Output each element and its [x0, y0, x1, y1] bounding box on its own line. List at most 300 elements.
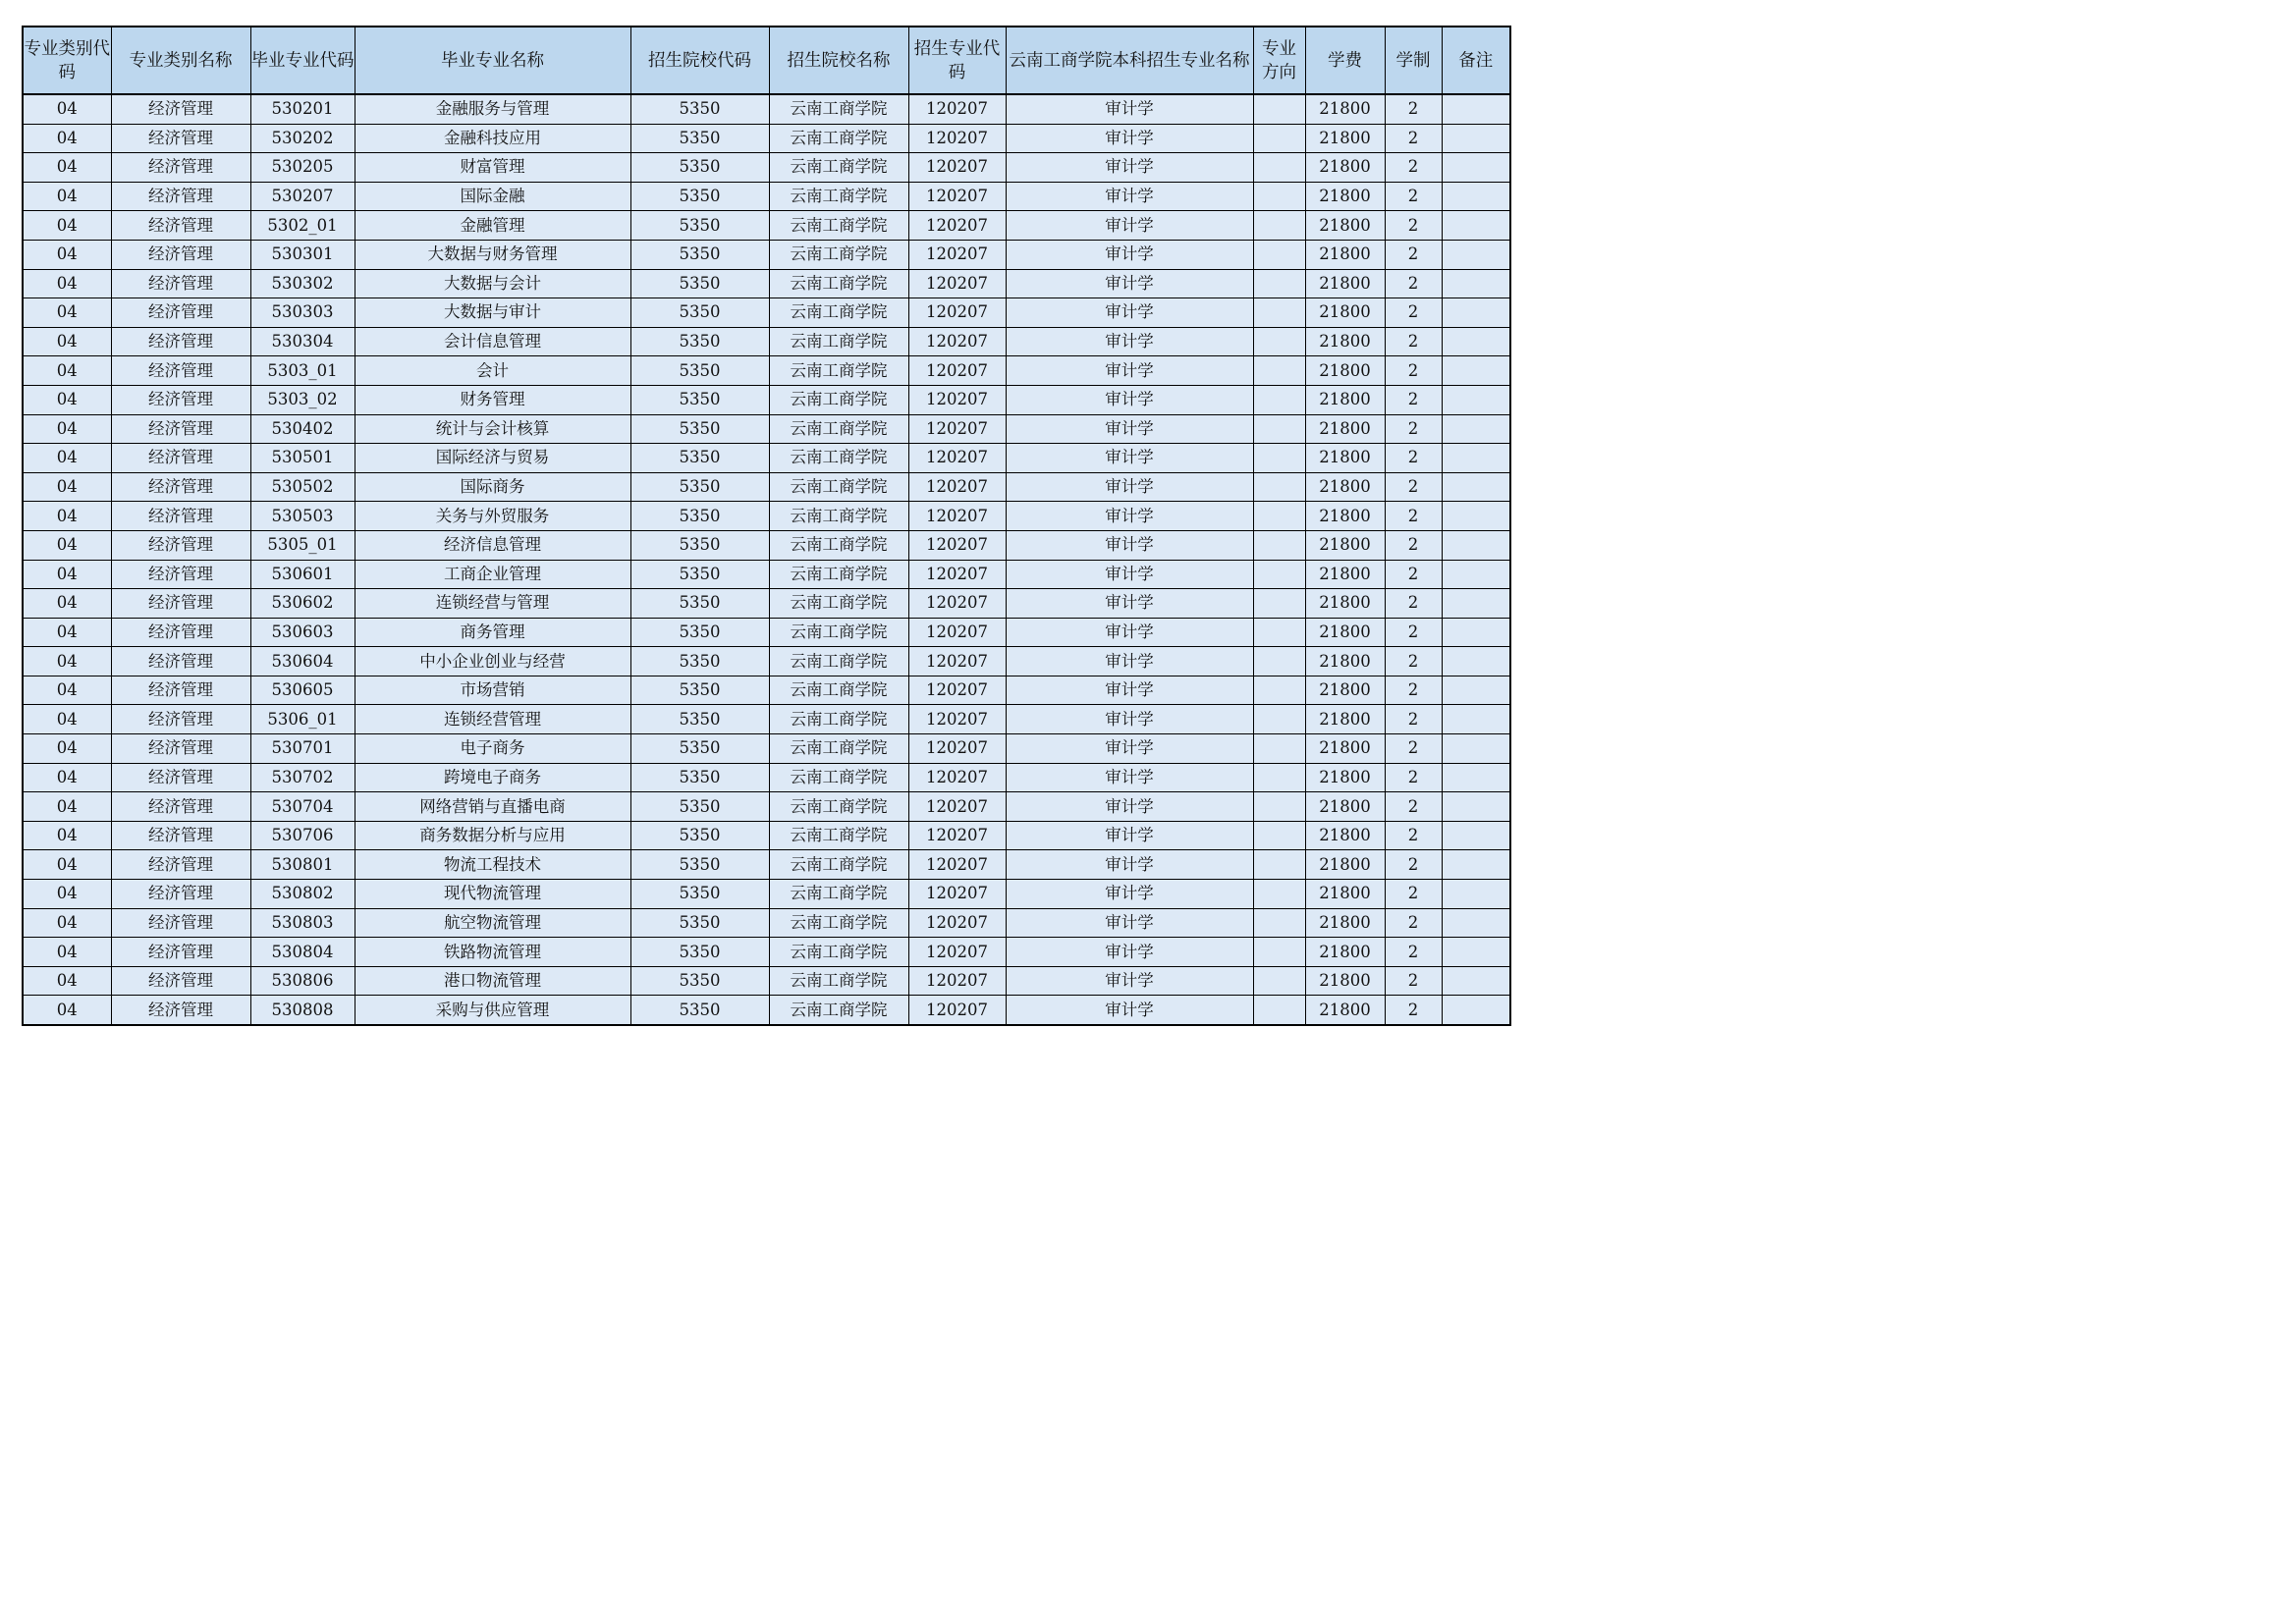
grad-major-name-cell: 跨境电子商务: [355, 763, 630, 792]
duration-cell: 2: [1385, 705, 1442, 734]
grad-major-code-cell: 530503: [250, 502, 355, 531]
duration-cell: 2: [1385, 530, 1442, 560]
grad-major-name-cell: 港口物流管理: [355, 966, 630, 996]
tuition-cell: 21800: [1305, 908, 1385, 938]
table-row: [23, 211, 1510, 241]
duration-cell: 2: [1385, 502, 1442, 531]
school-code-cell: 5350: [630, 850, 769, 880]
remarks-cell: [1442, 763, 1510, 792]
table-row: [23, 792, 1510, 822]
enroll-major-code-cell: 120207: [908, 938, 1006, 967]
grad-major-code-cell: 530302: [250, 269, 355, 298]
grad-major-name-cell: 金融科技应用: [355, 124, 630, 153]
remarks-cell: [1442, 996, 1510, 1025]
grad-major-code-cell: 530303: [250, 298, 355, 328]
grad-major-name-cell: 金融管理: [355, 211, 630, 241]
school-code-cell: 5350: [630, 182, 769, 211]
remarks-cell: [1442, 676, 1510, 705]
table-row: [23, 676, 1510, 705]
major-direction-cell: [1253, 414, 1305, 444]
category-name-cell: 经济管理: [111, 298, 250, 328]
major-direction-cell: [1253, 560, 1305, 589]
school-name-cell: 云南工商学院: [769, 269, 908, 298]
duration-cell: 2: [1385, 676, 1442, 705]
school-code-cell: 5350: [630, 560, 769, 589]
school-code-cell: 5350: [630, 996, 769, 1025]
tuition-cell: 21800: [1305, 385, 1385, 414]
grad-major-name-cell: 连锁经营与管理: [355, 589, 630, 619]
grad-major-code-cell: 5306_01: [250, 705, 355, 734]
category-name-cell: 经济管理: [111, 182, 250, 211]
duration-cell: 2: [1385, 908, 1442, 938]
category-name-cell: 经济管理: [111, 966, 250, 996]
tuition-cell: 21800: [1305, 618, 1385, 647]
enroll-major-code-cell: 120207: [908, 734, 1006, 764]
enroll-major-name-cell: 审计学: [1006, 356, 1253, 386]
enroll-major-name-cell: 审计学: [1006, 850, 1253, 880]
major-direction-cell: [1253, 327, 1305, 356]
remarks-cell: [1442, 908, 1510, 938]
table-header: [23, 27, 1510, 94]
category-code-cell: 04: [23, 298, 111, 328]
school-name-cell: 云南工商学院: [769, 153, 908, 183]
tuition-cell: 21800: [1305, 472, 1385, 502]
school-code-cell: 5350: [630, 327, 769, 356]
school-code-cell: 5350: [630, 356, 769, 386]
category-name-cell: 经济管理: [111, 589, 250, 619]
school-code-cell: 5350: [630, 618, 769, 647]
remarks-cell: [1442, 298, 1510, 328]
category-code-cell: 04: [23, 124, 111, 153]
table-row: [23, 996, 1510, 1025]
grad-major-code-cell: 530605: [250, 676, 355, 705]
remarks-cell: [1442, 385, 1510, 414]
enroll-major-code-cell: 120207: [908, 530, 1006, 560]
table-row: [23, 763, 1510, 792]
school-name-cell: 云南工商学院: [769, 560, 908, 589]
table-row: [23, 414, 1510, 444]
duration-cell: 2: [1385, 734, 1442, 764]
enroll-major-code-cell: 120207: [908, 618, 1006, 647]
category-code-cell: 04: [23, 153, 111, 183]
enroll-major-name-cell: 审计学: [1006, 385, 1253, 414]
table-row: [23, 880, 1510, 909]
enroll-major-code-cell: 120207: [908, 240, 1006, 269]
major-direction-cell: [1253, 880, 1305, 909]
remarks-cell: [1442, 705, 1510, 734]
enroll-major-code-cell: 120207: [908, 502, 1006, 531]
enroll-major-code-cell: 120207: [908, 880, 1006, 909]
duration-cell: 2: [1385, 647, 1442, 676]
grad-major-code-cell: 530604: [250, 647, 355, 676]
enroll-major-code-cell: 120207: [908, 908, 1006, 938]
school-name-cell: 云南工商学院: [769, 880, 908, 909]
major-direction-cell: [1253, 153, 1305, 183]
remarks-cell: [1442, 327, 1510, 356]
enroll-major-name-cell: 审计学: [1006, 414, 1253, 444]
grad-major-code-cell: 530701: [250, 734, 355, 764]
header-category-code: 专业类别代码: [23, 27, 111, 94]
grad-major-name-cell: 统计与会计核算: [355, 414, 630, 444]
duration-cell: 2: [1385, 618, 1442, 647]
school-name-cell: 云南工商学院: [769, 182, 908, 211]
grad-major-code-cell: 530402: [250, 414, 355, 444]
enroll-major-name-cell: 审计学: [1006, 676, 1253, 705]
category-name-cell: 经济管理: [111, 850, 250, 880]
school-name-cell: 云南工商学院: [769, 211, 908, 241]
table-row: [23, 182, 1510, 211]
header-row: [23, 27, 1510, 94]
duration-cell: 2: [1385, 880, 1442, 909]
enroll-major-name-cell: 审计学: [1006, 792, 1253, 822]
school-name-cell: 云南工商学院: [769, 821, 908, 850]
enroll-major-code-cell: 120207: [908, 444, 1006, 473]
school-name-cell: 云南工商学院: [769, 502, 908, 531]
grad-major-name-cell: 商务数据分析与应用: [355, 821, 630, 850]
school-name-cell: 云南工商学院: [769, 966, 908, 996]
table-row: [23, 530, 1510, 560]
school-code-cell: 5350: [630, 298, 769, 328]
table-row: [23, 502, 1510, 531]
table-row: [23, 705, 1510, 734]
major-direction-cell: [1253, 444, 1305, 473]
category-name-cell: 经济管理: [111, 647, 250, 676]
category-code-cell: 04: [23, 996, 111, 1025]
duration-cell: 2: [1385, 182, 1442, 211]
table-row: [23, 618, 1510, 647]
table-row: [23, 385, 1510, 414]
table-row: [23, 153, 1510, 183]
enroll-major-name-cell: 审计学: [1006, 211, 1253, 241]
school-name-cell: 云南工商学院: [769, 472, 908, 502]
grad-major-code-cell: 530704: [250, 792, 355, 822]
category-name-cell: 经济管理: [111, 792, 250, 822]
category-code-cell: 04: [23, 618, 111, 647]
grad-major-name-cell: 网络营销与直播电商: [355, 792, 630, 822]
category-code-cell: 04: [23, 850, 111, 880]
grad-major-code-cell: 530803: [250, 908, 355, 938]
table-row: [23, 589, 1510, 619]
remarks-cell: [1442, 560, 1510, 589]
header-tuition: 学费: [1305, 27, 1385, 94]
school-code-cell: 5350: [630, 705, 769, 734]
table-row: [23, 966, 1510, 996]
duration-cell: 2: [1385, 327, 1442, 356]
grad-major-name-cell: 会计: [355, 356, 630, 386]
remarks-cell: [1442, 414, 1510, 444]
school-name-cell: 云南工商学院: [769, 792, 908, 822]
category-code-cell: 04: [23, 560, 111, 589]
tuition-cell: 21800: [1305, 560, 1385, 589]
grad-major-name-cell: 工商企业管理: [355, 560, 630, 589]
category-name-cell: 经济管理: [111, 530, 250, 560]
tuition-cell: 21800: [1305, 240, 1385, 269]
category-code-cell: 04: [23, 269, 111, 298]
school-name-cell: 云南工商学院: [769, 356, 908, 386]
enroll-major-code-cell: 120207: [908, 182, 1006, 211]
tuition-cell: 21800: [1305, 153, 1385, 183]
remarks-cell: [1442, 211, 1510, 241]
remarks-cell: [1442, 938, 1510, 967]
major-direction-cell: [1253, 647, 1305, 676]
table-row: [23, 124, 1510, 153]
enroll-major-code-cell: 120207: [908, 94, 1006, 124]
table-row: [23, 298, 1510, 328]
header-category-name: 专业类别名称: [111, 27, 250, 94]
duration-cell: 2: [1385, 269, 1442, 298]
category-code-cell: 04: [23, 792, 111, 822]
tuition-cell: 21800: [1305, 734, 1385, 764]
major-direction-cell: [1253, 530, 1305, 560]
school-code-cell: 5350: [630, 938, 769, 967]
category-code-cell: 04: [23, 530, 111, 560]
school-code-cell: 5350: [630, 502, 769, 531]
table-row: [23, 938, 1510, 967]
enroll-major-code-cell: 120207: [908, 763, 1006, 792]
grad-major-code-cell: 530601: [250, 560, 355, 589]
grad-major-code-cell: 530702: [250, 763, 355, 792]
header-school-name: 招生院校名称: [769, 27, 908, 94]
tuition-cell: 21800: [1305, 356, 1385, 386]
header-grad-major-name: 毕业专业名称: [355, 27, 630, 94]
enroll-major-code-cell: 120207: [908, 385, 1006, 414]
remarks-cell: [1442, 240, 1510, 269]
header-enroll-major-name: 云南工商学院本科招生专业名称: [1006, 27, 1253, 94]
remarks-cell: [1442, 356, 1510, 386]
enroll-major-name-cell: 审计学: [1006, 240, 1253, 269]
grad-major-name-cell: 连锁经营管理: [355, 705, 630, 734]
grad-major-name-cell: 大数据与财务管理: [355, 240, 630, 269]
remarks-cell: [1442, 444, 1510, 473]
tuition-cell: 21800: [1305, 327, 1385, 356]
category-code-cell: 04: [23, 94, 111, 124]
enroll-major-name-cell: 审计学: [1006, 502, 1253, 531]
table-row: [23, 647, 1510, 676]
category-code-cell: 04: [23, 647, 111, 676]
enroll-major-code-cell: 120207: [908, 705, 1006, 734]
grad-major-name-cell: 采购与供应管理: [355, 996, 630, 1025]
duration-cell: 2: [1385, 938, 1442, 967]
category-name-cell: 经济管理: [111, 211, 250, 241]
grad-major-code-cell: 5303_02: [250, 385, 355, 414]
school-code-cell: 5350: [630, 444, 769, 473]
tuition-cell: 21800: [1305, 821, 1385, 850]
enroll-major-code-cell: 120207: [908, 298, 1006, 328]
enroll-major-name-cell: 审计学: [1006, 938, 1253, 967]
header-school-code: 招生院校代码: [630, 27, 769, 94]
grad-major-name-cell: 关务与外贸服务: [355, 502, 630, 531]
category-name-cell: 经济管理: [111, 502, 250, 531]
school-code-cell: 5350: [630, 763, 769, 792]
tuition-cell: 21800: [1305, 182, 1385, 211]
enroll-major-name-cell: 审计学: [1006, 124, 1253, 153]
header-grad-major-code: 毕业专业代码: [250, 27, 355, 94]
category-code-cell: 04: [23, 734, 111, 764]
enrollment-table: [22, 26, 1511, 1026]
school-code-cell: 5350: [630, 94, 769, 124]
school-code-cell: 5350: [630, 821, 769, 850]
school-code-cell: 5350: [630, 414, 769, 444]
school-name-cell: 云南工商学院: [769, 444, 908, 473]
enroll-major-code-cell: 120207: [908, 472, 1006, 502]
enroll-major-name-cell: 审计学: [1006, 472, 1253, 502]
category-name-cell: 经济管理: [111, 763, 250, 792]
grad-major-code-cell: 530806: [250, 966, 355, 996]
enroll-major-name-cell: 审计学: [1006, 182, 1253, 211]
enroll-major-name-cell: 审计学: [1006, 530, 1253, 560]
enroll-major-code-cell: 120207: [908, 269, 1006, 298]
grad-major-code-cell: 5302_01: [250, 211, 355, 241]
table-row: [23, 327, 1510, 356]
tuition-cell: 21800: [1305, 124, 1385, 153]
school-code-cell: 5350: [630, 269, 769, 298]
duration-cell: 2: [1385, 385, 1442, 414]
category-code-cell: 04: [23, 444, 111, 473]
enroll-major-code-cell: 120207: [908, 966, 1006, 996]
duration-cell: 2: [1385, 850, 1442, 880]
school-name-cell: 云南工商学院: [769, 618, 908, 647]
remarks-cell: [1442, 880, 1510, 909]
school-name-cell: 云南工商学院: [769, 94, 908, 124]
category-name-cell: 经济管理: [111, 153, 250, 183]
category-name-cell: 经济管理: [111, 880, 250, 909]
school-name-cell: 云南工商学院: [769, 298, 908, 328]
category-name-cell: 经济管理: [111, 327, 250, 356]
school-code-cell: 5350: [630, 153, 769, 183]
school-name-cell: 云南工商学院: [769, 385, 908, 414]
school-name-cell: 云南工商学院: [769, 996, 908, 1025]
remarks-cell: [1442, 472, 1510, 502]
enroll-major-code-cell: 120207: [908, 821, 1006, 850]
grad-major-code-cell: 530802: [250, 880, 355, 909]
grad-major-name-cell: 航空物流管理: [355, 908, 630, 938]
category-code-cell: 04: [23, 589, 111, 619]
tuition-cell: 21800: [1305, 850, 1385, 880]
table-row: [23, 94, 1510, 124]
remarks-cell: [1442, 589, 1510, 619]
enroll-major-code-cell: 120207: [908, 414, 1006, 444]
enroll-major-code-cell: 120207: [908, 676, 1006, 705]
table-row: [23, 821, 1510, 850]
category-code-cell: 04: [23, 908, 111, 938]
enroll-major-name-cell: 审计学: [1006, 560, 1253, 589]
category-name-cell: 经济管理: [111, 94, 250, 124]
duration-cell: 2: [1385, 792, 1442, 822]
tuition-cell: 21800: [1305, 705, 1385, 734]
major-direction-cell: [1253, 589, 1305, 619]
duration-cell: 2: [1385, 356, 1442, 386]
remarks-cell: [1442, 850, 1510, 880]
remarks-cell: [1442, 153, 1510, 183]
enroll-major-name-cell: 审计学: [1006, 996, 1253, 1025]
remarks-cell: [1442, 94, 1510, 124]
duration-cell: 2: [1385, 821, 1442, 850]
tuition-cell: 21800: [1305, 414, 1385, 444]
category-name-cell: 经济管理: [111, 240, 250, 269]
grad-major-code-cell: 530502: [250, 472, 355, 502]
enroll-major-name-cell: 审计学: [1006, 705, 1253, 734]
category-name-cell: 经济管理: [111, 124, 250, 153]
tuition-cell: 21800: [1305, 269, 1385, 298]
remarks-cell: [1442, 792, 1510, 822]
remarks-cell: [1442, 502, 1510, 531]
school-code-cell: 5350: [630, 792, 769, 822]
table-row: [23, 472, 1510, 502]
school-name-cell: 云南工商学院: [769, 908, 908, 938]
enroll-major-name-cell: 审计学: [1006, 880, 1253, 909]
tuition-cell: 21800: [1305, 502, 1385, 531]
enroll-major-name-cell: 审计学: [1006, 269, 1253, 298]
category-name-cell: 经济管理: [111, 676, 250, 705]
table-row: [23, 444, 1510, 473]
enroll-major-code-cell: 120207: [908, 356, 1006, 386]
major-direction-cell: [1253, 850, 1305, 880]
school-code-cell: 5350: [630, 676, 769, 705]
category-name-cell: 经济管理: [111, 560, 250, 589]
grad-major-name-cell: 铁路物流管理: [355, 938, 630, 967]
enroll-major-name-cell: 审计学: [1006, 763, 1253, 792]
grad-major-name-cell: 金融服务与管理: [355, 94, 630, 124]
table-row: [23, 356, 1510, 386]
tuition-cell: 21800: [1305, 676, 1385, 705]
grad-major-name-cell: 财富管理: [355, 153, 630, 183]
remarks-cell: [1442, 269, 1510, 298]
grad-major-name-cell: 中小企业创业与经营: [355, 647, 630, 676]
tuition-cell: 21800: [1305, 996, 1385, 1025]
enroll-major-code-cell: 120207: [908, 996, 1006, 1025]
category-code-cell: 04: [23, 502, 111, 531]
school-code-cell: 5350: [630, 124, 769, 153]
major-direction-cell: [1253, 298, 1305, 328]
remarks-cell: [1442, 821, 1510, 850]
major-direction-cell: [1253, 94, 1305, 124]
tuition-cell: 21800: [1305, 938, 1385, 967]
major-direction-cell: [1253, 705, 1305, 734]
enroll-major-name-cell: 审计学: [1006, 589, 1253, 619]
category-code-cell: 04: [23, 821, 111, 850]
major-direction-cell: [1253, 502, 1305, 531]
category-code-cell: 04: [23, 763, 111, 792]
enroll-major-code-cell: 120207: [908, 560, 1006, 589]
grad-major-name-cell: 物流工程技术: [355, 850, 630, 880]
duration-cell: 2: [1385, 966, 1442, 996]
category-name-cell: 经济管理: [111, 385, 250, 414]
header-duration: 学制: [1385, 27, 1442, 94]
category-code-cell: 04: [23, 327, 111, 356]
grad-major-code-cell: 530202: [250, 124, 355, 153]
grad-major-code-cell: 530808: [250, 996, 355, 1025]
major-direction-cell: [1253, 269, 1305, 298]
school-name-cell: 云南工商学院: [769, 530, 908, 560]
enroll-major-code-cell: 120207: [908, 327, 1006, 356]
grad-major-name-cell: 现代物流管理: [355, 880, 630, 909]
school-code-cell: 5350: [630, 589, 769, 619]
remarks-cell: [1442, 647, 1510, 676]
grad-major-name-cell: 国际金融: [355, 182, 630, 211]
grad-major-code-cell: 530804: [250, 938, 355, 967]
category-code-cell: 04: [23, 880, 111, 909]
duration-cell: 2: [1385, 996, 1442, 1025]
remarks-cell: [1442, 530, 1510, 560]
enroll-major-name-cell: 审计学: [1006, 908, 1253, 938]
category-code-cell: 04: [23, 211, 111, 241]
school-name-cell: 云南工商学院: [769, 734, 908, 764]
grad-major-name-cell: 商务管理: [355, 618, 630, 647]
duration-cell: 2: [1385, 298, 1442, 328]
grad-major-code-cell: 530501: [250, 444, 355, 473]
school-code-cell: 5350: [630, 385, 769, 414]
header-major-direction: 专业方向: [1253, 27, 1305, 94]
